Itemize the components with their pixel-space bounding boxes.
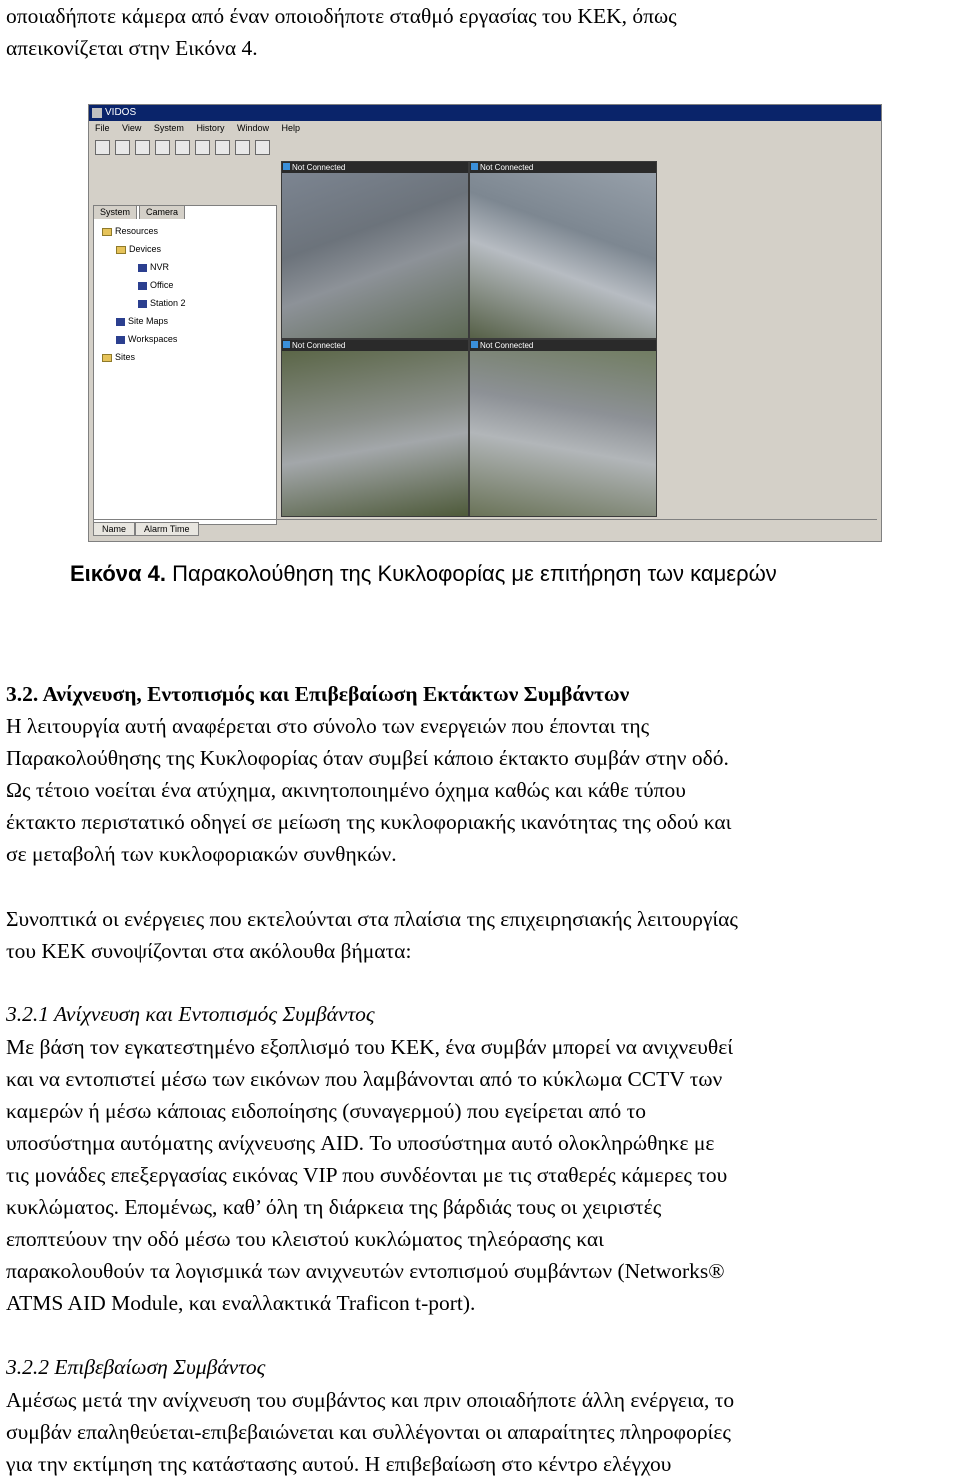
camera-view-1[interactable]: Not Connected (281, 161, 469, 339)
intro-line-2: απεικονίζεται στην Εικόνα 4. (6, 36, 258, 60)
camera-status-icon (471, 163, 478, 170)
tree-item[interactable]: Workspaces (116, 334, 177, 344)
menu-help[interactable]: Help (281, 123, 301, 133)
tree-item[interactable]: Site Maps (116, 316, 168, 326)
intro-line-1: οποιαδήποτε κάμερα από έναν οποιοδήποτε σταθμό εργασίας του ΚΕΚ, όπως (6, 4, 677, 28)
toolbar-icon[interactable] (95, 140, 110, 155)
camera-status-icon (283, 163, 290, 170)
paragraph-line: Αμέσως μετά την ανίχνευση του συμβάντος και πριν οποιαδήποτε άλλη ενέργεια, το (6, 1388, 735, 1412)
paragraph-line: τις μονάδες επεξεργασίας εικόνας VIP που συνδέονται με τις σταθερές κάμερες του (6, 1163, 728, 1187)
paragraph-line: ATMS AID Module, και εναλλακτικά Traficon t-port). (6, 1291, 476, 1315)
paragraph-line: Ως τέτοιο νοείται ένα ατύχημα, ακινητοποιημένο όχημα καθώς και κάθε τύπου (6, 778, 686, 802)
camera-view-4[interactable]: Not Connected (469, 339, 657, 517)
column-name[interactable]: Name (93, 522, 135, 536)
paragraph-line: σε μεταβολή των κυκλοφοριακών συνθηκών. (6, 842, 397, 866)
resource-tree-panel (93, 205, 277, 525)
camera-status-icon (283, 341, 290, 348)
column-alarm-time[interactable]: Alarm Time (135, 522, 199, 536)
paragraph-line: Συνοπτικά οι ενέργειες που εκτελούνται στα πλαίσια της επιχειρησιακής λειτουργίας (6, 907, 738, 931)
folder-icon (116, 246, 126, 254)
caption-label: Εικόνα 4. (70, 561, 166, 586)
app-icon (92, 108, 102, 118)
paragraph-line: έκτακτο περιστατικό οδηγεί σε μείωση της κυκλοφοριακής ικανότητας της οδού και (6, 810, 732, 834)
toolbar-icon[interactable] (215, 140, 230, 155)
sidebar-tabs (93, 205, 187, 219)
menu-history[interactable]: History (196, 123, 225, 133)
device-icon (138, 264, 147, 272)
workspace-icon (116, 336, 125, 344)
caption-text: Παρακολούθηση της Κυκλοφορίας με επιτήρηση των καμερών (172, 561, 777, 586)
paragraph-line: και να εντοπιστεί μέσω των εικόνων που λαμβάνονται από το κύκλωμα CCTV των (6, 1067, 723, 1091)
section-heading-3-2: 3.2. Ανίχνευση, Εντοπισμός και Επιβεβαίωση Εκτάκτων Συμβάντων (6, 682, 630, 706)
paragraph-line: παρακολουθούν τα λογισμικά των ανιχνευτών εντοπισμού συμβάντων (Networks® (6, 1259, 725, 1283)
tree-item[interactable]: Station 2 (138, 298, 186, 308)
paragraph-line: του ΚΕΚ συνοψίζονται στα ακόλουθα βήματα: (6, 939, 412, 963)
paragraph-line: Παρακολούθησης της Κυκλοφορίας όταν συμβεί κάποιο έκτακτο συμβάν στην οδό. (6, 746, 729, 770)
menu-view[interactable]: View (122, 123, 142, 133)
figure-caption (70, 558, 777, 590)
paragraph-line: καμερών ή μέσω κάποιας ειδοποίησης (συναγερμού) που εγείρεται από το (6, 1099, 647, 1123)
camera-view-2[interactable]: Not Connected (469, 161, 657, 339)
tree-item[interactable]: NVR (138, 262, 169, 272)
paragraph-line: εποπτεύουν την οδό μέσω του κλειστού κυκλώματος τηλεόρασης και (6, 1227, 604, 1251)
device-icon (138, 282, 147, 290)
tab-camera[interactable]: Camera (139, 205, 185, 219)
toolbar-icon[interactable] (175, 140, 190, 155)
toolbar-icon[interactable] (135, 140, 150, 155)
section-heading-3-2-1: 3.2.1 Ανίχνευση και Εντοπισμός Συμβάντος (6, 1002, 375, 1026)
paragraph-line: κυκλώματος. Επομένως, καθ’ όλη τη διάρκεια της βάρδιάς τους οι χειριστές (6, 1195, 662, 1219)
figure-screenshot (88, 104, 882, 542)
camera-view-3[interactable]: Not Connected (281, 339, 469, 517)
tree-item[interactable]: Devices (116, 244, 161, 254)
paragraph-line: υποσύστημα αυτόματης ανίχνευσης AID. Το υποσύστημα αυτό ολοκληρώθηκε με (6, 1131, 715, 1155)
menu-system[interactable]: System (153, 123, 184, 133)
toolbar-icon[interactable] (195, 140, 210, 155)
toolbar (89, 136, 279, 160)
camera-status-icon (471, 341, 478, 348)
alarm-panel (93, 519, 877, 538)
toolbar-icon[interactable] (235, 140, 250, 155)
folder-icon (102, 228, 112, 236)
section-heading-3-2-2: 3.2.2 Επιβεβαίωση Συμβάντος (6, 1355, 266, 1379)
device-icon (138, 300, 147, 308)
map-icon (116, 318, 125, 326)
menu-file[interactable]: File (95, 123, 110, 133)
tab-system[interactable]: System (93, 205, 137, 219)
menu-bar (89, 121, 881, 135)
paragraph-line: για την εκτίμηση της κατάστασης αυτού. Η επιβεβαίωση στο κέντρο ελέγχου (6, 1452, 672, 1476)
toolbar-icon[interactable] (255, 140, 270, 155)
tree-item[interactable]: Office (138, 280, 173, 290)
paragraph-line: Η λειτουργία αυτή αναφέρεται στο σύνολο των ενεργειών που έπονται της (6, 714, 650, 738)
paragraph-line: συμβάν επαληθεύεται-επιβεβαιώνεται και συλλέγονται οι απαραίτητες πληροφορίες (6, 1420, 731, 1444)
tree-item[interactable]: Resources (102, 226, 158, 236)
toolbar-icon[interactable] (155, 140, 170, 155)
window-title: VIDOS (105, 107, 137, 118)
paragraph-line: Με βάση τον εγκατεστημένο εξοπλισμό του ΚΕΚ, ένα συμβάν μπορεί να ανιχνευθεί (6, 1035, 734, 1059)
menu-window[interactable]: Window (236, 123, 269, 133)
tree-item[interactable]: Sites (102, 352, 135, 362)
folder-icon (102, 354, 112, 362)
window-titlebar (89, 105, 881, 121)
toolbar-icon[interactable] (115, 140, 130, 155)
